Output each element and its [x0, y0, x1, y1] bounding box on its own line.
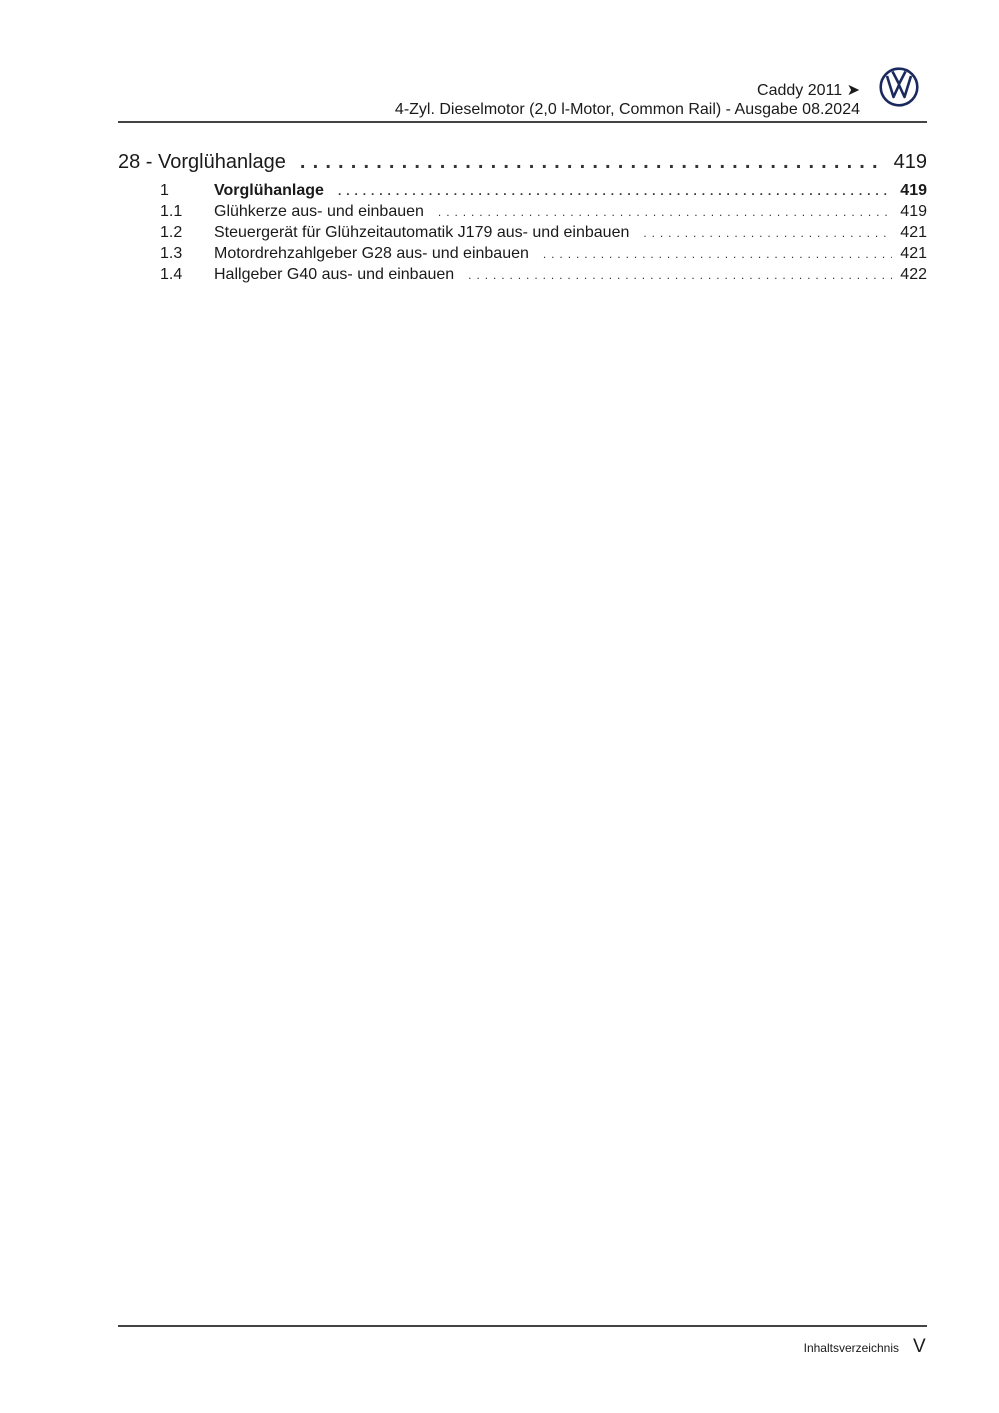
toc-entry[interactable] — [118, 245, 927, 263]
leader-dots — [438, 205, 892, 219]
header-subtitle: 4-Zyl. Dieselmotor (2,0 l-Motor, Common Rail) - Ausgabe 08.2024 — [394, 101, 860, 118]
toc-entry-title: Vorglühanlage — [214, 182, 324, 199]
toc-entry-title: Hallgeber G40 aus- und einbauen — [214, 266, 455, 283]
toc-entry-title: Motordrehzahlgeber G28 aus- und einbauen — [214, 245, 529, 262]
leader-dots — [300, 151, 886, 174]
toc-entry-page: 421 — [900, 245, 927, 262]
toc-chapter[interactable] — [118, 151, 927, 174]
header-model: Caddy 2011 ➤ — [757, 82, 860, 99]
header-rule — [118, 121, 927, 123]
toc-entry-number: 1 — [160, 182, 169, 199]
toc-entry[interactable] — [118, 203, 927, 221]
toc-entry-page: 422 — [900, 266, 927, 283]
leader-dots — [338, 184, 892, 198]
toc-entry-number: 1.2 — [160, 224, 183, 241]
footer-section: Inhaltsverzeichnis — [803, 1341, 899, 1355]
toc-entry-number: 1.4 — [160, 266, 183, 283]
toc-entry-page: 419 — [900, 182, 927, 199]
toc-entry-number: 1.1 — [160, 203, 183, 220]
toc-chapter-title: 28 - Vorglühanlage — [118, 151, 286, 173]
toc-entry-title: Steuergerät für Glühzeitautomatik J179 aus- und einbauen — [214, 224, 630, 241]
footer-page-number: V — [913, 1336, 926, 1357]
toc-entry[interactable] — [118, 224, 927, 242]
toc-chapter-page: 419 — [893, 151, 927, 173]
leader-dots — [543, 247, 892, 261]
toc-entry-title: Glühkerze aus- und einbauen — [214, 203, 424, 220]
vw-logo-icon — [879, 67, 919, 107]
leader-dots — [468, 268, 892, 282]
footer-rule — [118, 1325, 927, 1327]
toc-entry-page: 419 — [900, 203, 927, 220]
leader-dots — [643, 226, 892, 240]
toc-entry-number: 1.3 — [160, 245, 183, 262]
toc-entry[interactable] — [118, 266, 927, 284]
toc-entry[interactable] — [118, 182, 927, 200]
toc-entry-page: 421 — [900, 224, 927, 241]
